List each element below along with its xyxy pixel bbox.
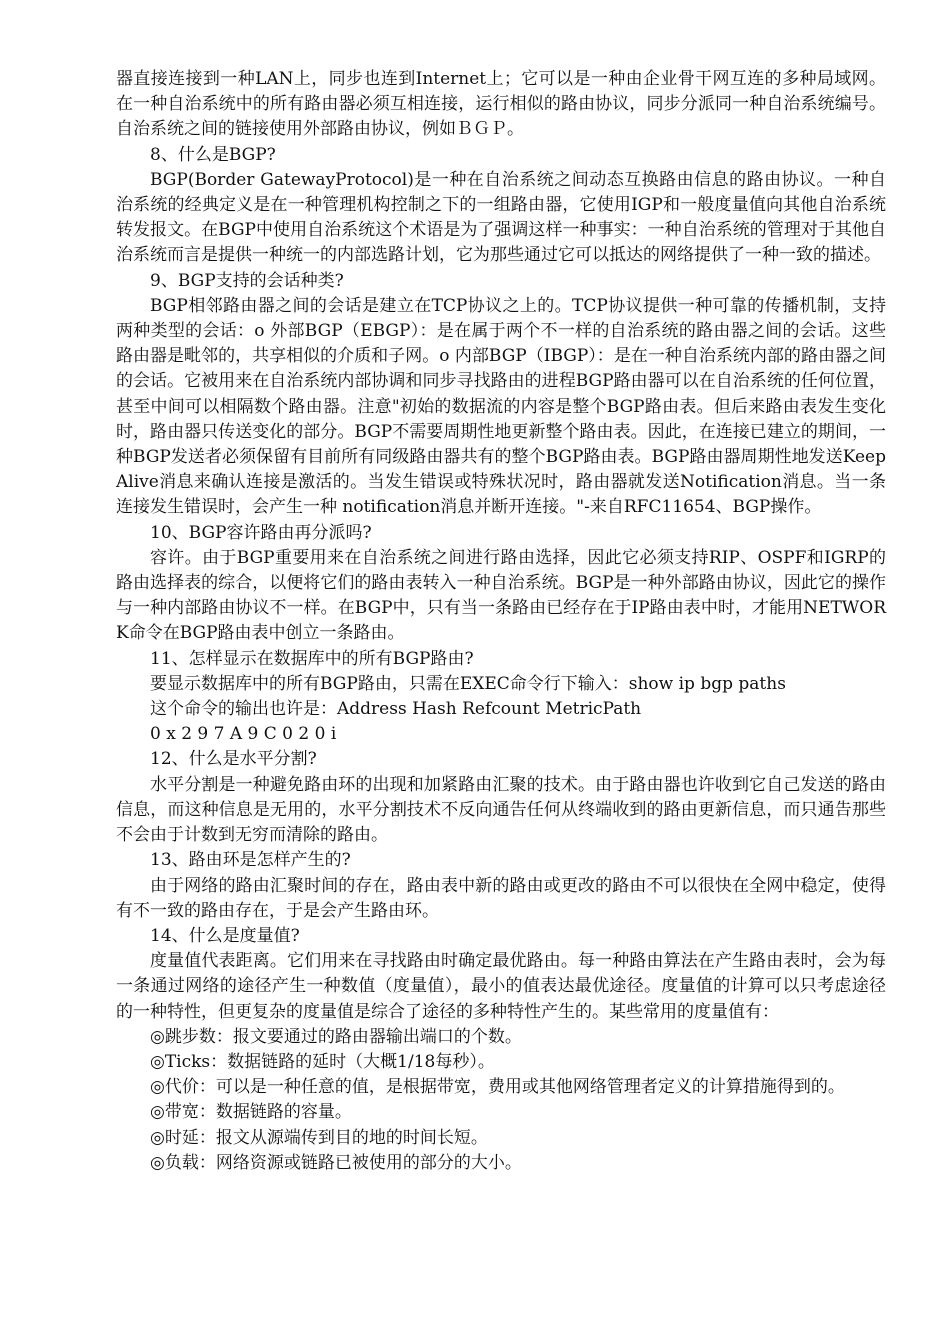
answer-11-output-values: 0 x 2 9 7 A 9 C 0 2 0 i bbox=[150, 724, 337, 745]
metric-hop-count-item: ◎跳步数：报文要通过的路由器输出端口的个数。 bbox=[150, 1026, 522, 1047]
question-12-heading: 12、什么是水平分割? bbox=[150, 749, 317, 770]
answer-12-paragraph: 水平分割是一种避免路由环的出现和加紧路由汇聚的技术。由于路由器也许收到它自己发送的路由信息，而这种信息是无用的，水平分割技术不反向通告任何从终端收到的路由更新信息，而只通告那些不会由于计数到无穷而清除的路由。 bbox=[116, 774, 886, 846]
question-10-heading: 10、BGP容许路由再分派吗? bbox=[150, 522, 372, 543]
answer-14-paragraph: 度量值代表距离。它们用来在寻找路由时确定最优路由。每一种路由算法在产生路由表时，会为每一条通过网络的途径产生一种数值（度量值），最小的值表达最优途径。度量值的计算可以只考虑途径的一种特性，但更复杂的度量值是综合了途径的多种特性产生的。某些常用的度量值有： bbox=[116, 951, 886, 1022]
metric-ticks-item: ◎Ticks：数据链路的延时（大概1/18每秒）。 bbox=[150, 1051, 495, 1072]
document-page bbox=[116, 67, 886, 1176]
answer-11-output-line: 这个命令的输出也许是：Address Hash Refcount MetricPath bbox=[150, 699, 642, 720]
answer-13-paragraph: 由于网络的路由汇聚时间的存在，路由表中新的路由或更改的路由不可以很快在全网中稳定，使得有不一致的路由存在，于是会产生路由环。 bbox=[116, 875, 886, 921]
answer-10-paragraph: 容许。由于BGP重要用来在自治系统之间进行路由选择，因此它必须支持RIP、OSPF和IGRP的路由选择表的综合，以便将它们的路由表转入一种自治系统。BGP是一种外部路由协议，因此它的操作与一种内部路由协议不一样。在BGP中，只有当一条路由已经存在于IP路由表中时，才能用NETWORK命令在BGP路由表中创立一条路由。 bbox=[116, 547, 886, 644]
metric-bandwidth-item: ◎带宽：数据链路的容量。 bbox=[150, 1102, 352, 1123]
question-14-heading: 14、什么是度量值? bbox=[150, 925, 300, 946]
metric-delay-item: ◎时延：报文从源端传到目的地的时间长短。 bbox=[150, 1127, 488, 1148]
metric-load-item: ◎负载：网络资源或链路已被使用的部分的大小。 bbox=[150, 1152, 522, 1173]
question-8-heading: 8、什么是BGP? bbox=[150, 144, 276, 165]
metric-cost-item: ◎代价：可以是一种任意的值，是根据带宽，费用或其他网络管理者定义的计算措施得到的。 bbox=[150, 1077, 845, 1098]
answer-11-paragraph: 要显示数据库中的所有BGP路由，只需在EXEC命令行下输入：show ip bgp paths bbox=[150, 673, 786, 694]
intro-paragraph: 器直接连接到一种LAN上，同步也连到Internet上；它可以是一种由企业骨干网互连的多种局域网。在一种自治系统中的所有路由器必须互相连接，运行相似的路由协议，同步分派同一种自治系统编号。自治系统之间的链接使用外部路由协议，例如ＢＧＰ。 bbox=[116, 69, 886, 140]
answer-8-paragraph: BGP(Border GatewayProtocol)是一种在自治系统之间动态互换路由信息的路由协议。一种自治系统的经典定义是在一种管理机构控制之下的一组路由器，它使用IGP和一般度量值向其他自治系统转发报文。在BGP中使用自治系统这个术语是为了强调这样一种事实：一种自治系统的管理对于其他自治系统而言是提供一种统一的内部选路计划，它为那些通过它可以抵达的网络提供了一种一致的描述。 bbox=[116, 169, 886, 266]
answer-9-paragraph: BGP相邻路由器之间的会话是建立在TCP协议之上的。TCP协议提供一种可靠的传播机制，支持两种类型的会话：o 外部BGP（EBGP）：是在属于两个不一样的自治系统的路由器之间的会话。这些路由器是毗邻的，共享相似的介质和子网。o 内部BGP（IBGP）：是在一种自治系统内部的路由器之间的会话。它被用来在自治系统内部协调和同步寻找路由的进程BGP路由器可以在自治系统的任何位置，甚至中间可以相隔数个路由器。注意"初始的数据流的内容是整个BGP路由表。但后来路由表发生变化时，路由器只传送变化的部分。BGP不需要周期性地更新整个路由表。因此，在连接已建立的期间，一种BGP发送者必须保留有目前所有同级路由器共有的整个BGP路由表。BGP路由器周期性地发送Keep Alive消息来确认连接是激活的。当发生错误或特殊状况时，路由器就发送Notification消息。当一条连接发生错误时，会产生一种 notification消息并断开连接。"-来自RFC11654、BGP操作。 bbox=[116, 295, 886, 518]
question-13-heading: 13、路由环是怎样产生的? bbox=[150, 850, 351, 871]
question-9-heading: 9、BGP支持的会话种类? bbox=[150, 270, 344, 291]
question-11-heading: 11、怎样显示在数据库中的所有BGP路由? bbox=[150, 648, 474, 669]
